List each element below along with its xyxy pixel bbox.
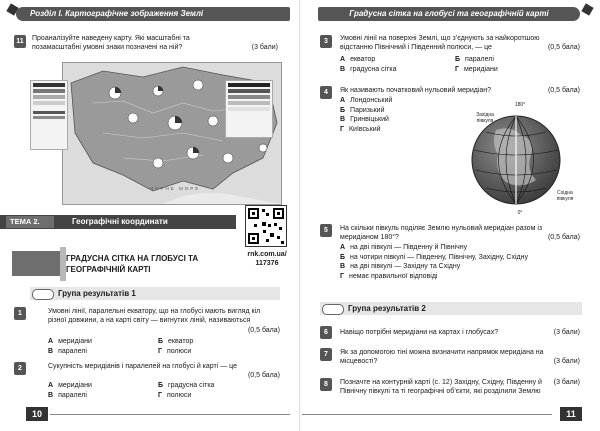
resource-link-line2: 117376	[255, 260, 279, 267]
answer-letter: Б	[158, 338, 164, 345]
sea-label: ЧОРНЕ МОРЕ	[150, 186, 201, 191]
answer-option[interactable]	[48, 337, 158, 346]
qr-code-icon[interactable]	[245, 205, 287, 247]
question-3	[340, 34, 580, 79]
answer-text: паралелі	[58, 348, 87, 355]
question-text: Проаналізуйте наведену карту. Які масштабні та позамасштабні умовні знаки позначені на ній?	[32, 35, 190, 51]
answer-option[interactable]	[158, 391, 268, 400]
answer-letter: Г	[158, 348, 162, 355]
answer-letter: Г	[340, 125, 344, 133]
answer-letter: В	[340, 66, 346, 73]
question-number: 6	[320, 326, 332, 339]
answer-text: на дві півкулі — Південну й Північну	[350, 244, 468, 251]
answer-letter: А	[48, 338, 54, 345]
answer-letter: В	[48, 348, 54, 355]
answer-options	[340, 55, 570, 74]
question-1	[48, 307, 280, 362]
question-number: 7	[320, 348, 332, 361]
globe-east-label-2: півкуля	[556, 196, 574, 202]
answer-text: меридіани	[463, 66, 498, 73]
answer-text: градусна сітка	[168, 382, 215, 389]
answer-option[interactable]	[340, 115, 460, 125]
book-gutter	[299, 0, 301, 431]
question-text: Навіщо потрібні меридіани на картах і глобусах?	[340, 329, 499, 336]
answer-text: Паризький	[350, 106, 385, 114]
group-label: Група результатів 1	[58, 289, 136, 298]
group-bar	[320, 302, 582, 315]
question-points: (0,5 бала)	[547, 234, 580, 241]
answer-option[interactable]	[455, 55, 570, 64]
left-header: Розділ І. Картографічне зображення Землі	[16, 7, 290, 21]
map-legend-right	[225, 80, 273, 138]
answer-option[interactable]	[340, 125, 460, 135]
question-7	[340, 348, 580, 368]
question-points: (3 бали)	[553, 379, 580, 386]
answer-letter: А	[340, 244, 346, 251]
question-11	[32, 34, 278, 54]
question-number: 2	[14, 362, 26, 375]
globe-west-label-2: півкуля	[476, 118, 494, 124]
question-text: Умовні лінії на поверхні Землі, що з’єднують за найкоротшою відстанню Північний і Південний полюси, — це	[340, 35, 540, 51]
toggle-pill-icon	[32, 289, 54, 300]
answer-letter: Г	[158, 392, 162, 399]
answer-options	[48, 381, 268, 400]
answer-option[interactable]	[340, 96, 460, 106]
answer-option[interactable]	[158, 347, 268, 356]
answer-text: немає правильної відповіді	[348, 272, 438, 280]
question-number: 1	[14, 307, 26, 320]
answer-options	[340, 96, 460, 134]
header-hex-icon	[581, 3, 593, 15]
answer-text: на дві півкулі — Західну та Східну	[350, 263, 461, 270]
question-text: Умовні лінії, паралельні екватору, що на глобусі мають вигляд кіл різної довжини, а на карті світу — вигнутих ліній, називаються	[48, 308, 261, 324]
question-points: (3 бали)	[553, 358, 580, 365]
answer-text: екватор	[168, 338, 194, 345]
answer-letter: Б	[340, 253, 346, 261]
answer-letter: Б	[158, 382, 164, 389]
answer-option[interactable]	[340, 262, 580, 272]
globe-top-label: 180°	[514, 102, 526, 108]
question-number: 5	[320, 224, 332, 237]
question-number: 3	[320, 35, 332, 48]
footer-line	[302, 414, 552, 415]
group-bar	[30, 287, 280, 300]
answer-text: меридіани	[58, 338, 92, 345]
map-legend-left	[30, 80, 68, 150]
question-points: (3 бали)	[251, 44, 278, 51]
answer-text: градусна сітка	[350, 66, 397, 73]
question-text: Позначте на контурній карті (с. 12) Західну, Східну, Південну й Північну півкулі та ті географічні об’єкти, які розділили Землю	[340, 379, 542, 395]
answer-text: меридіани	[58, 382, 92, 389]
question-text: На скільки півкуль поділяє Землю нульовий меридіан разом із меридіаном 180°?	[340, 225, 543, 241]
answer-letter: В	[340, 116, 346, 123]
question-number: 11	[14, 35, 26, 48]
resource-link-line1: rnk.com.ua/	[247, 251, 287, 258]
question-text: Як за допомогою тіні можна визначити напрямок меридіана на місцевості?	[340, 349, 544, 365]
footer-line	[50, 414, 290, 415]
answer-option[interactable]	[158, 381, 268, 390]
lesson-bar	[12, 251, 60, 276]
answer-option[interactable]	[340, 253, 580, 263]
group-label: Група результатів 2	[348, 304, 426, 313]
question-points: (0,5 бала)	[547, 87, 580, 94]
question-8	[340, 378, 580, 398]
answer-letter: Г	[455, 66, 459, 73]
answer-option[interactable]	[455, 65, 570, 74]
answer-option[interactable]	[158, 337, 268, 346]
answer-text: екватор	[350, 56, 376, 63]
lesson-title: ГРАДУСНА СІТКА НА ГЛОБУСІ ТА ГЕОГРАФІЧНІЙ КАРТІ	[66, 254, 199, 274]
question-5	[340, 224, 580, 286]
page-number: 10	[26, 407, 48, 421]
answer-text: на чотири півкулі — Південну, Північну, Західну, Східну	[350, 253, 528, 261]
answer-text: Київський	[348, 125, 381, 133]
answer-option[interactable]	[340, 243, 580, 253]
answer-letter: А	[48, 382, 54, 389]
answer-text: полюси	[166, 392, 192, 399]
left-page	[0, 0, 298, 431]
answer-letter: В	[48, 392, 54, 399]
answer-letter: В	[340, 263, 346, 270]
right-page	[302, 0, 600, 431]
answer-letter: Г	[340, 272, 344, 280]
question-text: Як називають початковий нульовий меридіан?	[340, 87, 492, 94]
globe-east-label	[550, 190, 580, 202]
answer-text: паралелі	[58, 392, 87, 399]
question-points: (3 бали)	[553, 329, 580, 336]
globe-west-label-1: Західна	[476, 112, 494, 118]
answer-option[interactable]	[340, 55, 455, 64]
question-points: (0,5 бала)	[247, 372, 280, 379]
globe-east-label-1: Східна	[557, 190, 573, 196]
question-number: 8	[320, 378, 332, 391]
answer-letter: Б	[455, 56, 461, 63]
answer-letter: Б	[340, 106, 346, 114]
answer-text: Лондонський	[350, 97, 393, 104]
answer-text: полюси	[166, 348, 192, 355]
answer-text: паралелі	[465, 56, 494, 63]
globe-bottom-label: 0°	[517, 210, 523, 216]
answer-option[interactable]	[340, 106, 460, 116]
answer-options	[340, 243, 580, 281]
answer-option[interactable]	[48, 347, 158, 356]
answer-letter: А	[340, 56, 346, 63]
question-points: (0,5 бала)	[547, 44, 580, 51]
toggle-pill-icon	[322, 304, 344, 315]
answer-letter: А	[340, 97, 346, 104]
resource-link[interactable]	[244, 250, 290, 268]
page-number: 11	[560, 407, 582, 421]
answer-text: Гринвіцький	[350, 116, 389, 123]
topic-title: Географічні координати	[72, 217, 168, 226]
right-header: Градусна сітка на глобусі та географічній карті	[318, 7, 580, 21]
answer-option[interactable]	[48, 391, 158, 400]
topic-tag: ТЕМА 2.	[6, 216, 54, 228]
question-6	[340, 328, 580, 338]
answer-option[interactable]	[48, 381, 158, 390]
answer-option[interactable]	[340, 272, 580, 282]
question-points: (0,5 бала)	[247, 327, 280, 334]
question-number: 4	[320, 86, 332, 99]
question-text: Сукупність меридіанів і паралелей на глобусі й карті — це	[48, 363, 237, 370]
answer-option[interactable]	[340, 65, 455, 74]
question-2	[48, 362, 280, 402]
answer-options	[48, 337, 268, 356]
